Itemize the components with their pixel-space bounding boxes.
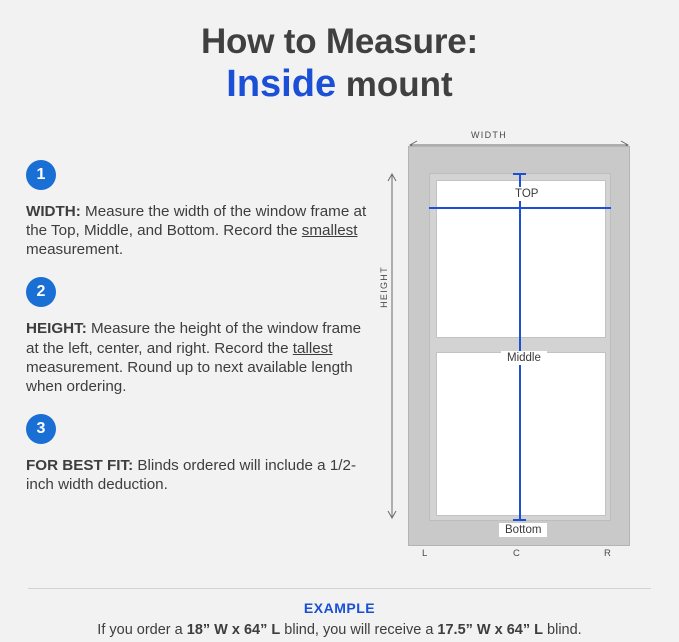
example-order-size: 18” W x 64” L <box>186 622 281 638</box>
step-2-badge: 2 <box>26 277 56 307</box>
label-middle: Middle <box>501 351 547 365</box>
title-line-1: How to Measure: <box>200 22 479 61</box>
step-2-label: HEIGHT: <box>26 320 87 338</box>
example-text-part-1: If you order a <box>97 622 187 638</box>
step-2-body-2: measurement. Round up to next available length when ordering. <box>26 358 353 395</box>
example-receive-size: 17.5” W x 64” L <box>437 622 543 638</box>
title-accent-word: Inside <box>226 63 337 106</box>
height-dimension-arrow <box>384 172 400 520</box>
measurement-line-height <box>519 173 521 521</box>
steps-list <box>26 160 376 512</box>
step-1 <box>26 160 376 259</box>
step-1-body-2: measurement. <box>26 241 124 259</box>
window-pane-bottom <box>436 352 606 516</box>
example-text-part-2: blind, you will receive a <box>280 622 438 638</box>
mark-left: L <box>422 548 428 559</box>
step-3-body-1: Blinds ordered will include a 1/2-inch width deduction. <box>26 456 357 494</box>
label-bottom: Bottom <box>499 523 547 537</box>
step-2-text <box>26 319 376 396</box>
mark-center: C <box>513 548 520 559</box>
width-label-text: WIDTH <box>466 130 512 140</box>
step-1-badge: 1 <box>26 160 56 190</box>
title-line-2 <box>0 63 679 106</box>
example-title: EXAMPLE <box>303 600 376 616</box>
footer-divider <box>28 588 651 589</box>
window-frame-outer <box>408 146 630 546</box>
label-top: TOP <box>509 187 544 201</box>
step-2 <box>26 277 376 396</box>
window-diagram <box>378 130 654 560</box>
mark-right: R <box>604 548 611 559</box>
example-text <box>0 622 679 638</box>
title-mount-word: mount <box>336 65 453 105</box>
step-1-label: WIDTH: <box>26 203 81 220</box>
step-3-label: FOR BEST FIT: <box>26 456 134 474</box>
step-1-body-1: Measure the width of the window frame at the Top, Middle, and Bottom. Record the <box>26 203 367 240</box>
bottom-position-marks <box>408 548 630 562</box>
measurement-cap-bottom <box>513 519 526 521</box>
step-1-text <box>26 202 376 259</box>
window-pane-top <box>436 180 606 338</box>
step-3-text <box>26 456 376 494</box>
example-footer <box>0 600 679 638</box>
step-3 <box>26 414 376 494</box>
step-2-body-1: Measure the height of the window frame at the left, center, and right. Record the <box>26 320 362 357</box>
height-dimension-label: HEIGHT <box>379 262 389 312</box>
step-2-emphasis: tallest <box>292 339 333 357</box>
example-text-part-3: blind. <box>543 622 582 638</box>
step-3-badge: 3 <box>26 414 56 444</box>
step-1-emphasis: smallest <box>301 222 358 240</box>
measurement-cap-top <box>513 173 526 175</box>
width-dimension-label <box>378 130 600 140</box>
page-title <box>0 22 679 106</box>
